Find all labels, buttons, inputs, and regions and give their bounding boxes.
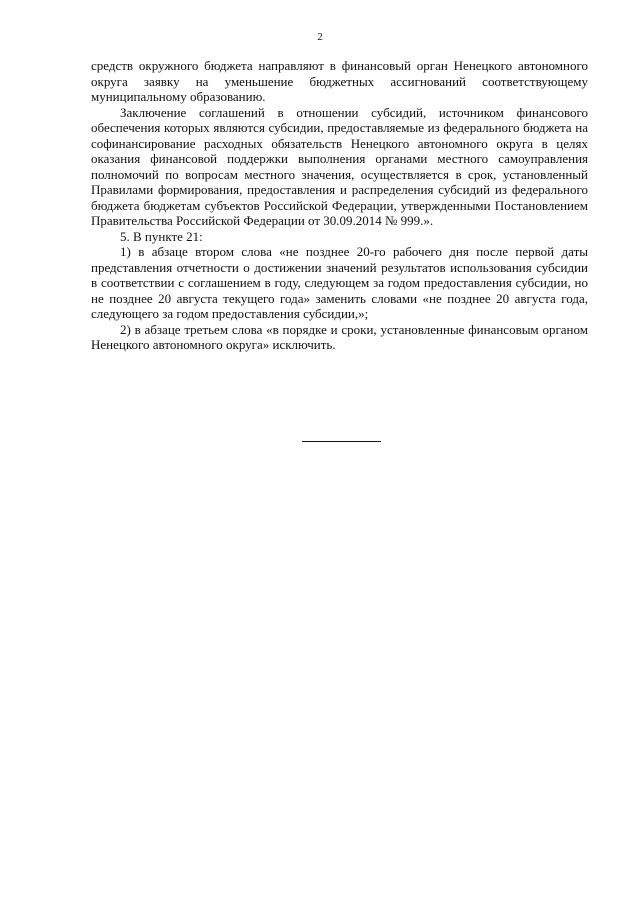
paragraph-continuation: средств окружного бюджета направляют в финансовый орган Ненецкого автономного округа заявку на уменьшение бюджетных ассигнований соответствующему муниципальному образованию. <box>91 58 588 104</box>
paragraph-subitem-1: 1) в абзаце втором слова «не позднее 20-го рабочего дня после первой даты представления отчетности о достижении значений результатов использования субсидии в соответствии с соглашением в году, следующем за годом предоставления субсидии, но не позднее 20 августа текущего года» заменить словами «не позднее 20 августа года, следующего за годом предоставления субсидии,»; <box>91 244 588 321</box>
page-number: 2 <box>317 31 323 43</box>
closing-divider <box>302 441 381 442</box>
paragraph-subitem-2: 2) в абзаце третьем слова «в порядке и сроки, установленные финансовым органом Ненецкого автономного округа» исключить. <box>91 321 588 352</box>
paragraph-item-5: 5. В пункте 21: <box>120 228 203 244</box>
paragraph-subsidy-agreements: Заключение соглашений в отношении субсидий, источником финансового обеспечения которых являются субсидии, предоставляемые из федерального бюджета на софинансирование расходных обязательств Ненецкого автономного округа в целях оказания финансовой поддержки выполнения органами местного самоуправления полномочий по вопросам местного значения, осуществляется в срок, установленный Правилами формирования, предоставления и распределения субсидий из федерального бюджета бюджетам субъектов Российской Федерации, утвержденными Постановлением Правительства Российской Федерации от 30.09.2014 № 999.». <box>91 104 588 228</box>
document-body <box>91 58 588 353</box>
